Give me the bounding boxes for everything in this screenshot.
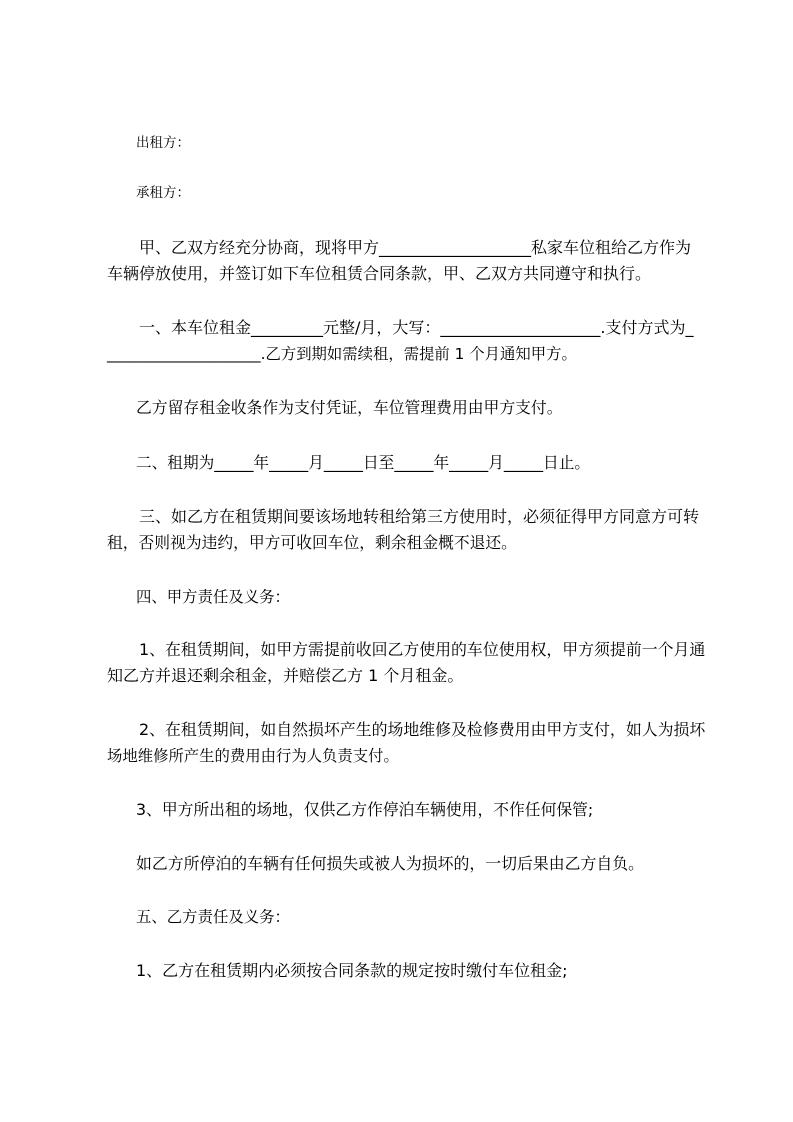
clause5-item1: 1、乙方在租赁期内必须按合同条款的规定按时缴付车位租金; xyxy=(136,961,568,980)
clause4-item2-line-2: 场地维修所产生的费用由行为人负责支付。 xyxy=(107,747,399,765)
clause4-item3: 3、甲方所出租的场地，仅供乙方作停泊车辆使用，不作任何保管; xyxy=(136,800,594,819)
clause1-note: 乙方留存租金收条作为支付凭证，车位管理费用由甲方支付。 xyxy=(136,398,563,417)
intro-line-1: 甲、乙双方经充分协商，现将甲方___________________私家车位租给乙方作为 xyxy=(139,238,692,257)
intro-line-2: 车辆停放使用，并签订如下车位租赁合同条款，甲、乙双方共同遵守和执行。 xyxy=(107,264,652,283)
clause4-heading: 四、甲方责任及义务： xyxy=(136,588,290,606)
clause3-line-1: 三、如乙方在租赁期间要该场地转租给第三方使用时，必须征得甲方同意方可转 xyxy=(139,507,700,526)
clause4-item3-note: 如乙方所停泊的车辆有任何损失或被人为损坏的，一切后果由乙方自负。 xyxy=(136,854,645,873)
clause1-line-1: 一、本车位租金_________元整/月，大写：____________________.支付方式为_ xyxy=(139,318,694,337)
lessor-label: 出租方： xyxy=(136,135,190,151)
clause5-heading: 五、乙方责任及义务： xyxy=(136,908,290,926)
clause4-item2-line-1: 2、在租赁期间，如自然损坏产生的场地维修及检修费用由甲方支付，如人为损坏 xyxy=(139,720,706,739)
lessee-label: 承租方： xyxy=(136,185,190,201)
clause1-line-2: ____________________.乙方到期如需续租，需提前 1 个月通知甲方。 xyxy=(107,345,577,363)
clause4-item1-line-1: 1、在租赁期间，如甲方需提前收回乙方使用的车位使用权，甲方须提前一个月通 xyxy=(139,640,706,659)
clause2: 二、租期为_____年_____月_____日至_____年_____月_____日止。 xyxy=(136,453,591,472)
clause3-line-2: 租，否则视为违约，甲方可收回车位，剩余租金概不退还。 xyxy=(107,533,517,552)
clause4-item1-line-2: 知乙方并退还剩余租金，并赔偿乙方 1 个月租金。 xyxy=(107,666,464,685)
